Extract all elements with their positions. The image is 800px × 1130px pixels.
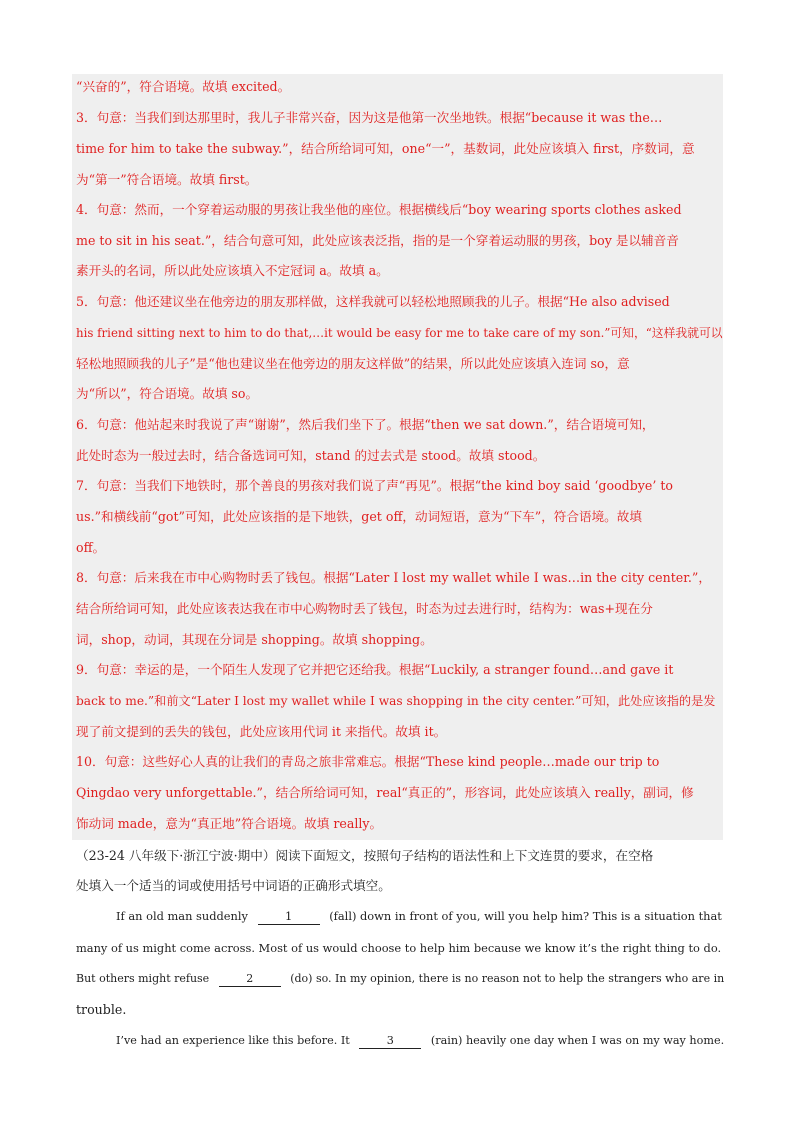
answer-line: 此处时态为一般过去时，结合备选词可知，stand 的过去式是 stood。故填 stood。	[76, 448, 546, 463]
answer-line: Qingdao very unforgettable.”，结合所给词可知，real“真正的”，形容词，此处应该填入 really，副词，修	[76, 785, 694, 800]
answer-line: 饰动词 made，意为“真正地”符合语境。故填 really。	[76, 816, 383, 831]
answer-line: 词，shop，动词，其现在分词是 shopping。故填 shopping。	[76, 632, 433, 647]
exercise-instruction: 处填入一个适当的词或使用括号中词语的正确形式填空。	[76, 878, 391, 893]
answer-line: time for him to take the subway.”，结合所给词可知，one“一”，基数词，此处应该填入 first，序数词，意	[76, 141, 695, 156]
exercise-instruction: （23-24 八年级下·浙江宁波·期中）阅读下面短文，按照句子结构的语法性和上下文连贯的要求，在空格	[76, 848, 654, 863]
answer-line: 轻松地照顾我的儿子”是“他也建议坐在他旁边的朋友这样做”的结果，所以此处应该填入连词 so，意	[76, 356, 630, 371]
answer-line: 6．句意：他站起来时我说了声“谢谢”，然后我们坐下了。根据“then we sat down.”，结合语境可知，	[76, 417, 655, 432]
answer-line: 10．句意：这些好心人真的让我们的青岛之旅非常难忘。根据“These kind people…made our trip to	[76, 754, 660, 769]
blank-3[interactable]: 3	[359, 1033, 421, 1049]
answer-line: his friend sitting next to him to do that,…it would be easy for me to take care of my son.”可知，“这样我就可以	[76, 326, 723, 340]
answer-line: 7．句意：当我们下地铁时，那个善良的男孩对我们说了声“再见”。根据“the kind boy said ‘goodbye’ to	[76, 478, 673, 493]
answer-line: us.”和横线前“got”可知，此处应该指的是下地铁，get off，动词短语，意为“下车”，符合语境。故填	[76, 509, 642, 524]
answer-line: 3．句意：当我们到达那里时，我儿子非常兴奋，因为这是他第一次坐地铁。根据“because it was the…	[76, 110, 663, 125]
passage-line	[116, 1032, 724, 1050]
answer-line: 为“所以”，符合语境。故填 so。	[76, 386, 259, 401]
passage-text: (do) so. In my opinion, there is no reason not to help the strangers who are in	[290, 972, 725, 985]
answer-line: 现了前文提到的丢失的钱包，此处应该用代词 it 来指代。故填 it。	[76, 724, 447, 739]
answer-line: 5．句意：他还建议坐在他旁边的朋友那样做，这样我就可以轻松地照顾我的儿子。根据“He also advised	[76, 294, 670, 309]
answer-line: 9．句意：幸运的是，一个陌生人发现了它并把它还给我。根据“Luckily, a stranger found…and gave it	[76, 662, 674, 677]
blank-2[interactable]: 2	[219, 971, 281, 987]
answer-line: back to me.”和前文“Later I lost my wallet while I was shopping in the city center.”可知，此处应该指的是发	[76, 694, 716, 708]
answer-line: 结合所给词可知，此处应该表达我在市中心购物时丢了钱包，时态为过去进行时，结构为：was+现在分	[76, 601, 653, 616]
passage-line: trouble.	[76, 1002, 127, 1017]
answer-line: 4．句意：然而，一个穿着运动服的男孩让我坐他的座位。根据横线后“boy wearing sports clothes asked	[76, 202, 682, 217]
answer-line: 为“第一”符合语境。故填 first。	[76, 172, 258, 187]
answer-line: me to sit in his seat.”，结合句意可知，此处应该表泛指，指的是一个穿着运动服的男孩，boy 是以辅音音	[76, 233, 679, 248]
passage-text: I’ve had an experience like this before. It	[116, 1034, 350, 1047]
passage-line	[116, 907, 724, 925]
blank-1[interactable]: 1	[258, 909, 320, 925]
answer-line: 8．句意：后来我在市中心购物时丢了钱包。根据“Later I lost my wallet while I was…in the city center.”，	[76, 570, 711, 585]
passage-line	[76, 970, 724, 988]
passage-text: (rain) heavily one day when I was on my way home.	[430, 1034, 725, 1047]
passage-text: But others might refuse	[76, 972, 210, 985]
answer-line: 素开头的名词，所以此处应该填入不定冠词 a。故填 a。	[76, 263, 389, 278]
passage-text: If an old man suddenly	[116, 909, 248, 923]
passage-line: many of us might come across. Most of us would choose to help him because we know it’s the right thing to do.	[76, 941, 722, 955]
answer-line: off。	[76, 540, 106, 555]
passage-text: (fall) down in front of you, will you help him? This is a situation that	[329, 909, 722, 923]
answer-line: “兴奋的”，符合语境。故填 excited。	[76, 79, 291, 94]
